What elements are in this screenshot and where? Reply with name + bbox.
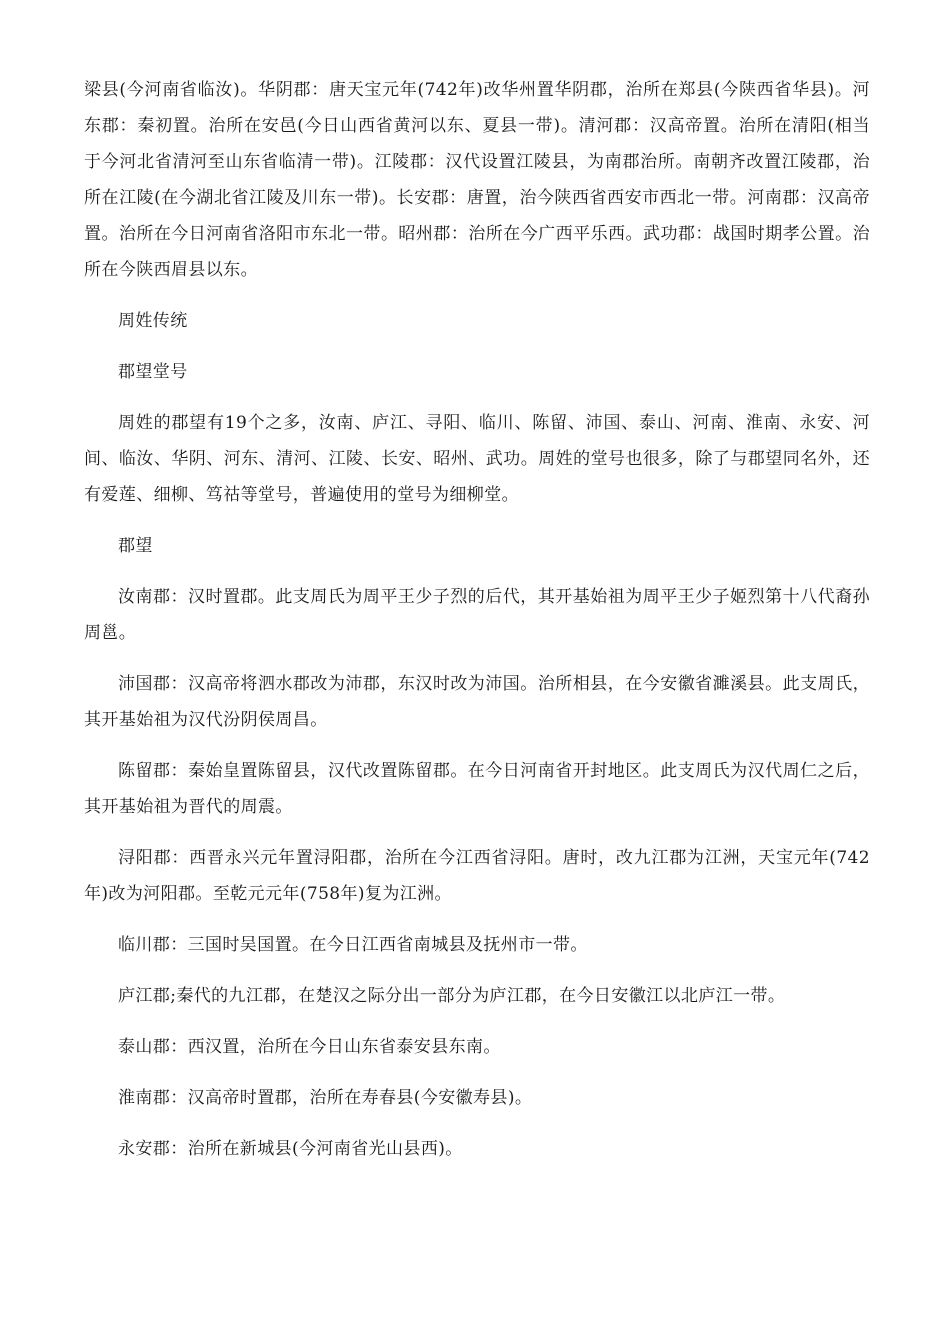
intro-paragraph: 梁县(今河南省临汝)。华阴郡：唐天宝元年(742年)改华州置华阴郡，治所在郑县(今陕西省华县)。河东郡：秦初置。治所在安邑(今日山西省黄河以东、夏县一带)。清河郡：汉高帝置。治所在清阳(相当于今河北省清河至山东省临清一带)。江陵郡：汉代设置江陵县，为南郡治所。南朝齐改置江陵郡，治所在江陵(在今湖北省江陵及川东一带)。长安郡：唐置，治今陕西省西安市西北一带。河南郡：汉高帝置。治所在今日河南省洛阳市东北一带。昭州郡：治所在今广西平乐西。武功郡：战国时期孝公置。治所在今陕西眉县以东。 <box>84 80 870 280</box>
heading-junwang: 郡望 <box>118 536 153 556</box>
document-page <box>84 72 870 1182</box>
entry-linchuan: 临川郡：三国时吴国置。在今日江西省南城县及抚州市一带。 <box>118 935 588 955</box>
entry-peiguo: 沛国郡：汉高帝将泗水郡改为沛郡，东汉时改为沛国。治所相县，在今安徽省濉溪县。此支周氏，其开基始祖为汉代汾阴侯周昌。 <box>84 674 870 730</box>
entry-lujiang: 庐江郡;秦代的九江郡，在楚汉之际分出一部分为庐江郡，在今日安徽江以北庐江一带。 <box>118 986 786 1006</box>
heading-hall: 郡望堂号 <box>118 362 188 382</box>
entry-huainan: 淮南郡：汉高帝时置郡，治所在寿春县(今安徽寿县)。 <box>118 1088 533 1108</box>
entry-taishan: 泰山郡：西汉置，治所在今日山东省泰安县东南。 <box>118 1037 501 1057</box>
entry-xunyang: 浔阳郡：西晋永兴元年置浔阳郡，治所在今江西省浔阳。唐时，改九江郡为江洲，天宝元年(742年)改为河阳郡。至乾元元年(758年)复为江洲。 <box>84 848 870 904</box>
heading-tradition: 周姓传统 <box>118 311 188 331</box>
entry-yongan: 永安郡：治所在新城县(今河南省光山县西)。 <box>118 1139 463 1159</box>
summary-paragraph: 周姓的郡望有19个之多，汝南、庐江、寻阳、临川、陈留、沛国、泰山、河南、淮南、永安、河间、临汝、华阴、河东、清河、江陵、长安、昭州、武功。周姓的堂号也很多，除了与郡望同名外，还有爱莲、细柳、笃祜等堂号，普遍使用的堂号为细柳堂。 <box>84 413 870 505</box>
entry-chenliu: 陈留郡：秦始皇置陈留县，汉代改置陈留郡。在今日河南省开封地区。此支周氏为汉代周仁之后，其开基始祖为晋代的周震。 <box>84 761 870 817</box>
entry-runan: 汝南郡：汉时置郡。此支周氏为周平王少子烈的后代，其开基始祖为周平王少子姬烈第十八代裔孙周邕。 <box>84 587 870 643</box>
